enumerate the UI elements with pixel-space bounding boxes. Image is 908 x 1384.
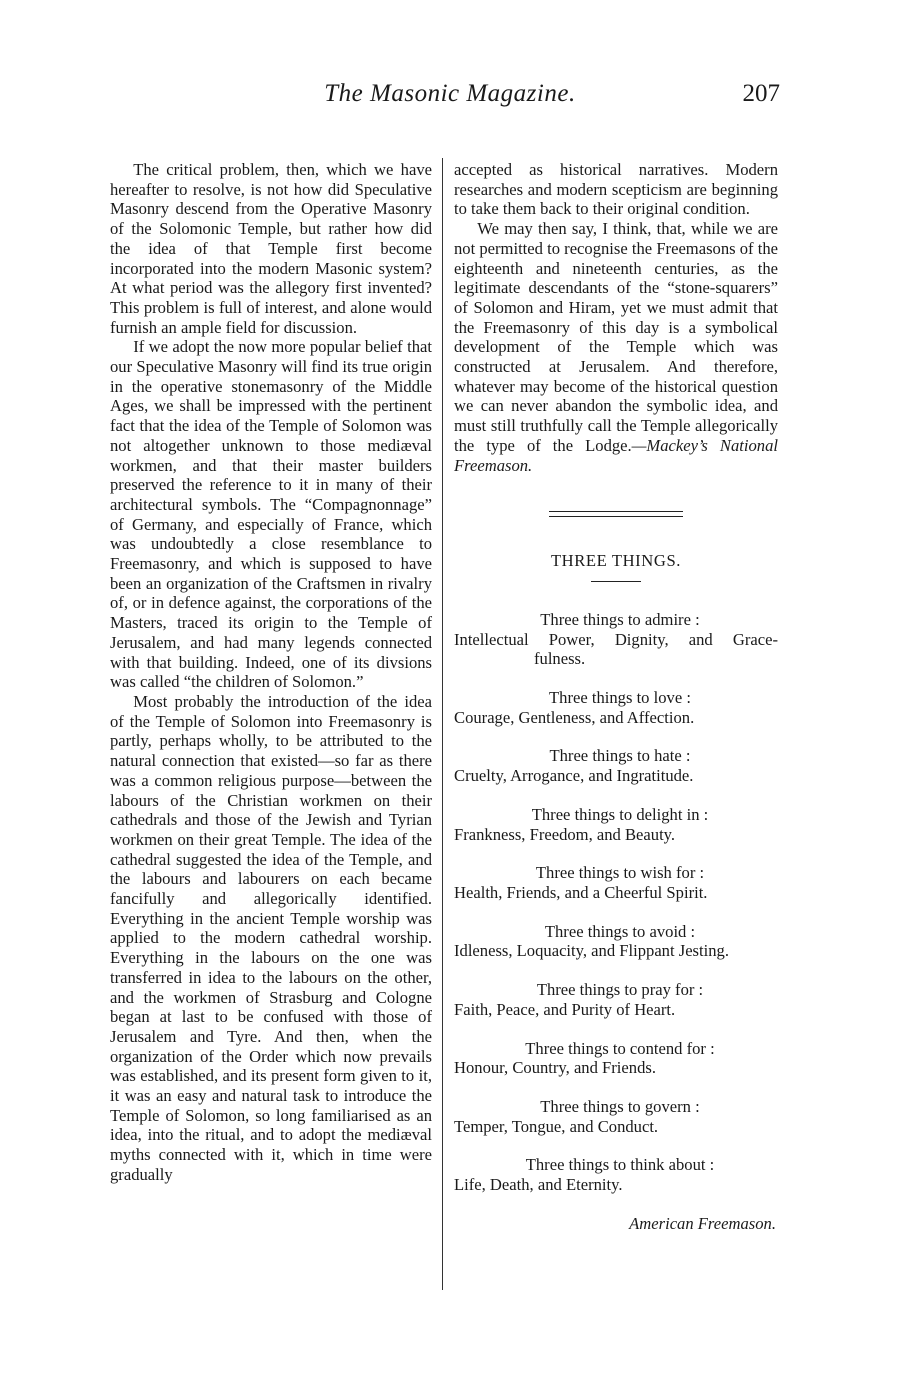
stanza: [454, 1039, 778, 1078]
journal-title: The Masonic Magazine.: [324, 80, 576, 107]
stanza-line: Cruelty, Arrogance, and Ingratitude.: [454, 766, 694, 786]
paragraph-critical-problem: The critical problem, then, which we have hereafter to resolve, is not how did Speculative Masonry descend from the Operative Masonry of the Solomonic Temple, but rather how did the idea of that Temple first become incorporated into the modern Masonic system? At what period was the allegory first invented? This problem is full of interest, and alone would furnish an ample field for discussion.: [110, 160, 432, 337]
paragraph-continuation: accepted as historical narratives. Modern researches and modern scepticism are beginning to take them back to their original condition.: [454, 160, 778, 219]
stanza: [454, 610, 778, 669]
stanza-heading: Three things to admire :: [540, 609, 700, 629]
stanza-heading: Three things to pray for :: [536, 980, 704, 1000]
stanza-line: Temper, Tongue, and Conduct.: [454, 1116, 659, 1136]
stanza-heading: Three things to think about :: [525, 1155, 715, 1175]
column-rule: [442, 158, 443, 1290]
stanza: [454, 1097, 778, 1136]
stanza-line: Courage, Gentleness, and Affection.: [454, 707, 695, 727]
stanza-line: Life, Death, and Eternity.: [454, 1175, 623, 1195]
page-number: 207: [742, 80, 780, 107]
paragraph-conclusion: [454, 219, 778, 475]
right-column: [454, 160, 778, 1233]
stanza: [454, 1155, 778, 1194]
section-title: THREE THINGS.: [550, 551, 682, 571]
stanza-line: Intellectual Power, Dignity, and Grace-: [454, 629, 778, 649]
stanza: [454, 746, 778, 785]
stanza-heading: Three things to avoid :: [544, 921, 696, 941]
stanza: [454, 688, 778, 727]
stanza: [454, 863, 778, 902]
stanza-heading: Three things to hate :: [549, 746, 691, 766]
stanza-line: Faith, Peace, and Purity of Heart.: [454, 999, 676, 1019]
conclusion-text: We may then say, I think, that, while we are not permitted to recognise the Freemasons of the eighteenth and nineteenth centuries, as the legitimate descendants of the “stone-squarers” of Solomon and Hiram, yet we must admit that the Freemasonry of this day is a symbolical development of the Temple which was constructed at Jerusalem. And therefore, whatever may become of the historical question we can never abandon the symbolic idea, and must still truthfully call the Temple allegorically the type of the Lodge.: [454, 219, 778, 455]
poem-three-things: [454, 610, 778, 1233]
left-column: [110, 160, 432, 1185]
stanza: [454, 980, 778, 1019]
running-head: [0, 80, 908, 120]
stanza-line-continuation: fulness.: [534, 649, 586, 669]
stanza-line: Health, Friends, and a Cheerful Spirit.: [454, 882, 708, 902]
stanza: [454, 922, 778, 961]
stanza-heading: Three things to delight in :: [531, 804, 709, 824]
stanza-heading: Three things to contend for :: [525, 1038, 715, 1058]
stanza-heading: Three things to wish for :: [535, 863, 705, 883]
stanza: [454, 805, 778, 844]
stanza-line: Idleness, Loquacity, and Flippant Jesting.: [454, 941, 729, 961]
paragraph-temple-introduction: Most probably the introduction of the idea of the Temple of Solomon into Freemasonry is partly, perhaps wholly, to be attributed to the natural connection that existed—so far as there was a common religious purpose—between the labours of the Christian workmen on their cathedrals and those of the Jewish and Tyrian workmen on their great Temple. The idea of the cathedral suggested the idea of the Temple, and the labours and labourers on each became fancifully and allegorically identified. Everything in the ancient Temple worship was applied to the modern cathedral worship. Everything in the labours on the one was transferred in idea to the labours on the other, and the workmen of Strasburg and Cologne began at last to be confused with those of Jerusalem and Tyre. And then, when the organization of the Order which now prevails was established, and its present form given to it, it was an easy and natural task to introduce the Temple of Solomon, so long familiarised as an idea, into the ritual, and to adopt the mediæval myths connected with it, which in time were gradually: [110, 691, 432, 1184]
paragraph-speculative-origin: If we adopt the now more popular belief that our Speculative Masonry will find its true origin in the operative stonemasonry of the Middle Ages, we shall be impressed with the pertinent fact that the idea of the Temple of Solomon was not altogether unknown to those mediæval workmen, and that their master builders preserved the reference to it in many of their architectural symbols. The “Compagnonnage” of Germany, and especially of France, which was undoubtedly a close resemblance to Freemasonry, and which is supposed to have been an organization of the Craftsmen in rivalry of, or in defence against, the corporations of the Masters, traced its origin to the Temple of Jerusalem, and had many legends connected with that building. Indeed, one of its divsions was called “the children of Solomon.”: [110, 337, 432, 692]
poem-attribution: American Freemason.: [629, 1213, 776, 1233]
stanza-heading: Three things to love :: [549, 688, 691, 708]
stanza-line: Honour, Country, and Friends.: [454, 1058, 656, 1078]
title-rule: [591, 581, 641, 582]
section-divider: [549, 511, 683, 517]
stanza-heading: Three things to govern :: [540, 1096, 700, 1116]
conclusion-attribution: —Mackey’s National Freemason.: [454, 435, 778, 475]
stanza-line: Frankness, Freedom, and Beauty.: [454, 824, 676, 844]
